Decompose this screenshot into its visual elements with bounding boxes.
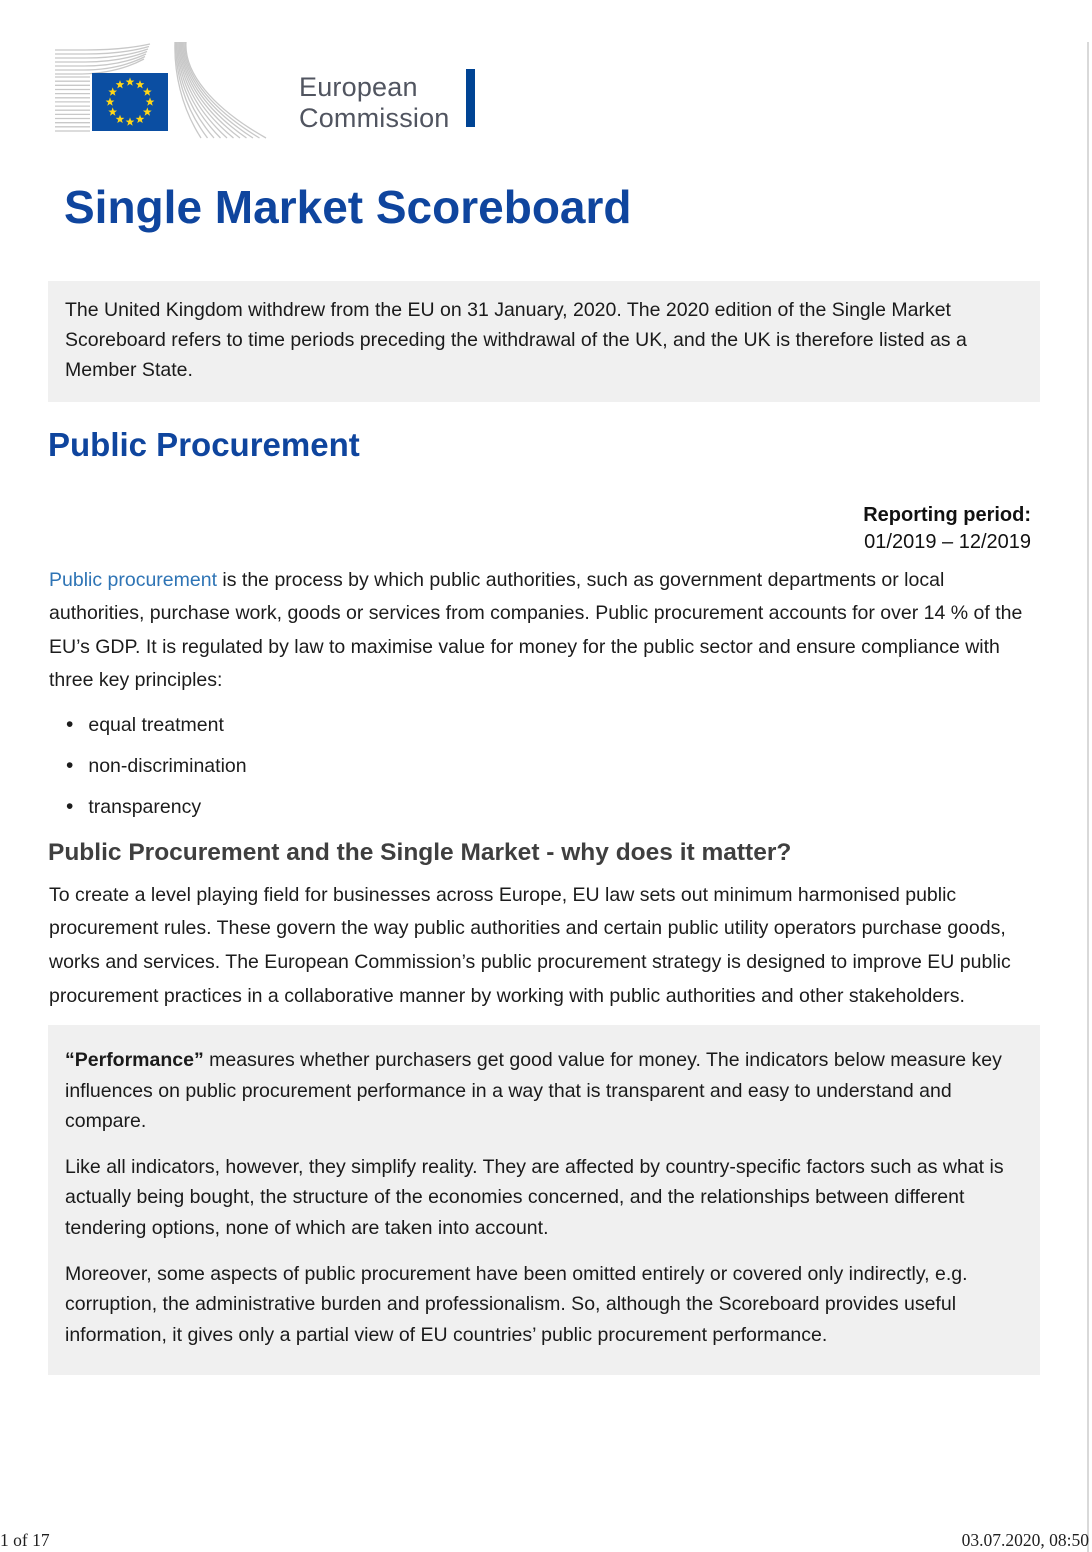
list-item [66, 755, 1092, 778]
principle-label: non-discrimination [88, 754, 247, 777]
page-number: 1 of 17 [0, 1530, 50, 1550]
list-item [66, 714, 1092, 737]
print-timestamp: 03.07.2020, 08:50 [961, 1530, 1089, 1550]
reporting-period-label: Reporting period: [863, 503, 1031, 526]
logo-swoosh-lines-icon [175, 42, 266, 138]
print-footer [0, 1530, 1089, 1551]
section-title: Public Procurement [48, 425, 360, 463]
principle-label: transparency [88, 795, 202, 818]
reporting-period [0, 502, 1031, 556]
logo-divider-bar [466, 69, 475, 127]
bullet-icon: • [66, 712, 74, 736]
uk-withdrawal-notice-text: The United Kingdom withdrew from the EU on 31 January, 2020. The 2020 edition of the Single Market Scoreboard refers to time periods preceding the withdrawal of the UK, and the UK is therefore listed as a Member State. [65, 299, 967, 381]
performance-paragraph-3: Moreover, some aspects of public procurement have been omitted entirely or covered only indirectly, e.g. corruption, the administrative burden and professionalism. So, although the Scoreboard provides useful information, it gives only a partial view of EU countries’ public procurement performance. [65, 1262, 968, 1346]
intro-paragraph-text: is the process by which public authorities, such as government departments or local authorities, purchase work, goods or services from companies. Public procurement accounts for over 14 % of the EU’s GDP. It is regulated by law to maximise value for money for the public sector and ensure compliance with three key principles: [49, 568, 1023, 692]
logo-wordmark-line2: Commission [299, 103, 450, 134]
page-title: Single Market Scoreboard [64, 181, 632, 233]
performance-info-box [48, 1025, 1040, 1374]
bullet-icon: • [66, 753, 74, 777]
eu-flag-icon [92, 73, 168, 131]
european-commission-logo-graphic [55, 42, 285, 139]
principles-list [66, 714, 1092, 819]
performance-paragraph-1-text: measures whether purchasers get good value for money. The indicators below measure key influences on public procurement performance in a way that is transparent and easy to understand and compare. [65, 1049, 1002, 1133]
performance-lead: “Performance” [65, 1049, 204, 1072]
logo-wordmark-line1: European [299, 72, 418, 102]
performance-paragraph-1 [65, 1045, 1022, 1137]
subsection-body: To create a level playing field for businesses across Europe, EU law sets out minimum harmonised public procurement rules. These govern the way public authorities and certain public utility operators purchase goods, works and services. The European Commission’s public procurement strategy is designed to improve EU public procurement practices in a collaborative manner by working with public authorities and other stakeholders. [49, 883, 1011, 1007]
bullet-icon: • [66, 794, 74, 818]
page-edge-divider [1087, 42, 1089, 1552]
performance-paragraph-2: Like all indicators, however, they simplify reality. They are affected by country-specific factors such as what is actually being bought, the structure of the economies concerned, and the relationships between different tendering options, none of which are taken into account. [65, 1155, 1004, 1240]
public-procurement-link[interactable]: Public procurement [49, 568, 217, 591]
logo-wordmark [299, 72, 450, 135]
reporting-period-value: 01/2019 – 12/2019 [864, 530, 1031, 553]
ec-logo-header [55, 42, 1092, 139]
uk-withdrawal-notice-box [48, 281, 1040, 401]
list-item [66, 796, 1092, 819]
intro-paragraph [49, 564, 1031, 698]
principle-label: equal treatment [88, 713, 224, 736]
subsection-title: Public Procurement and the Single Market - why does it matter? [48, 838, 792, 866]
